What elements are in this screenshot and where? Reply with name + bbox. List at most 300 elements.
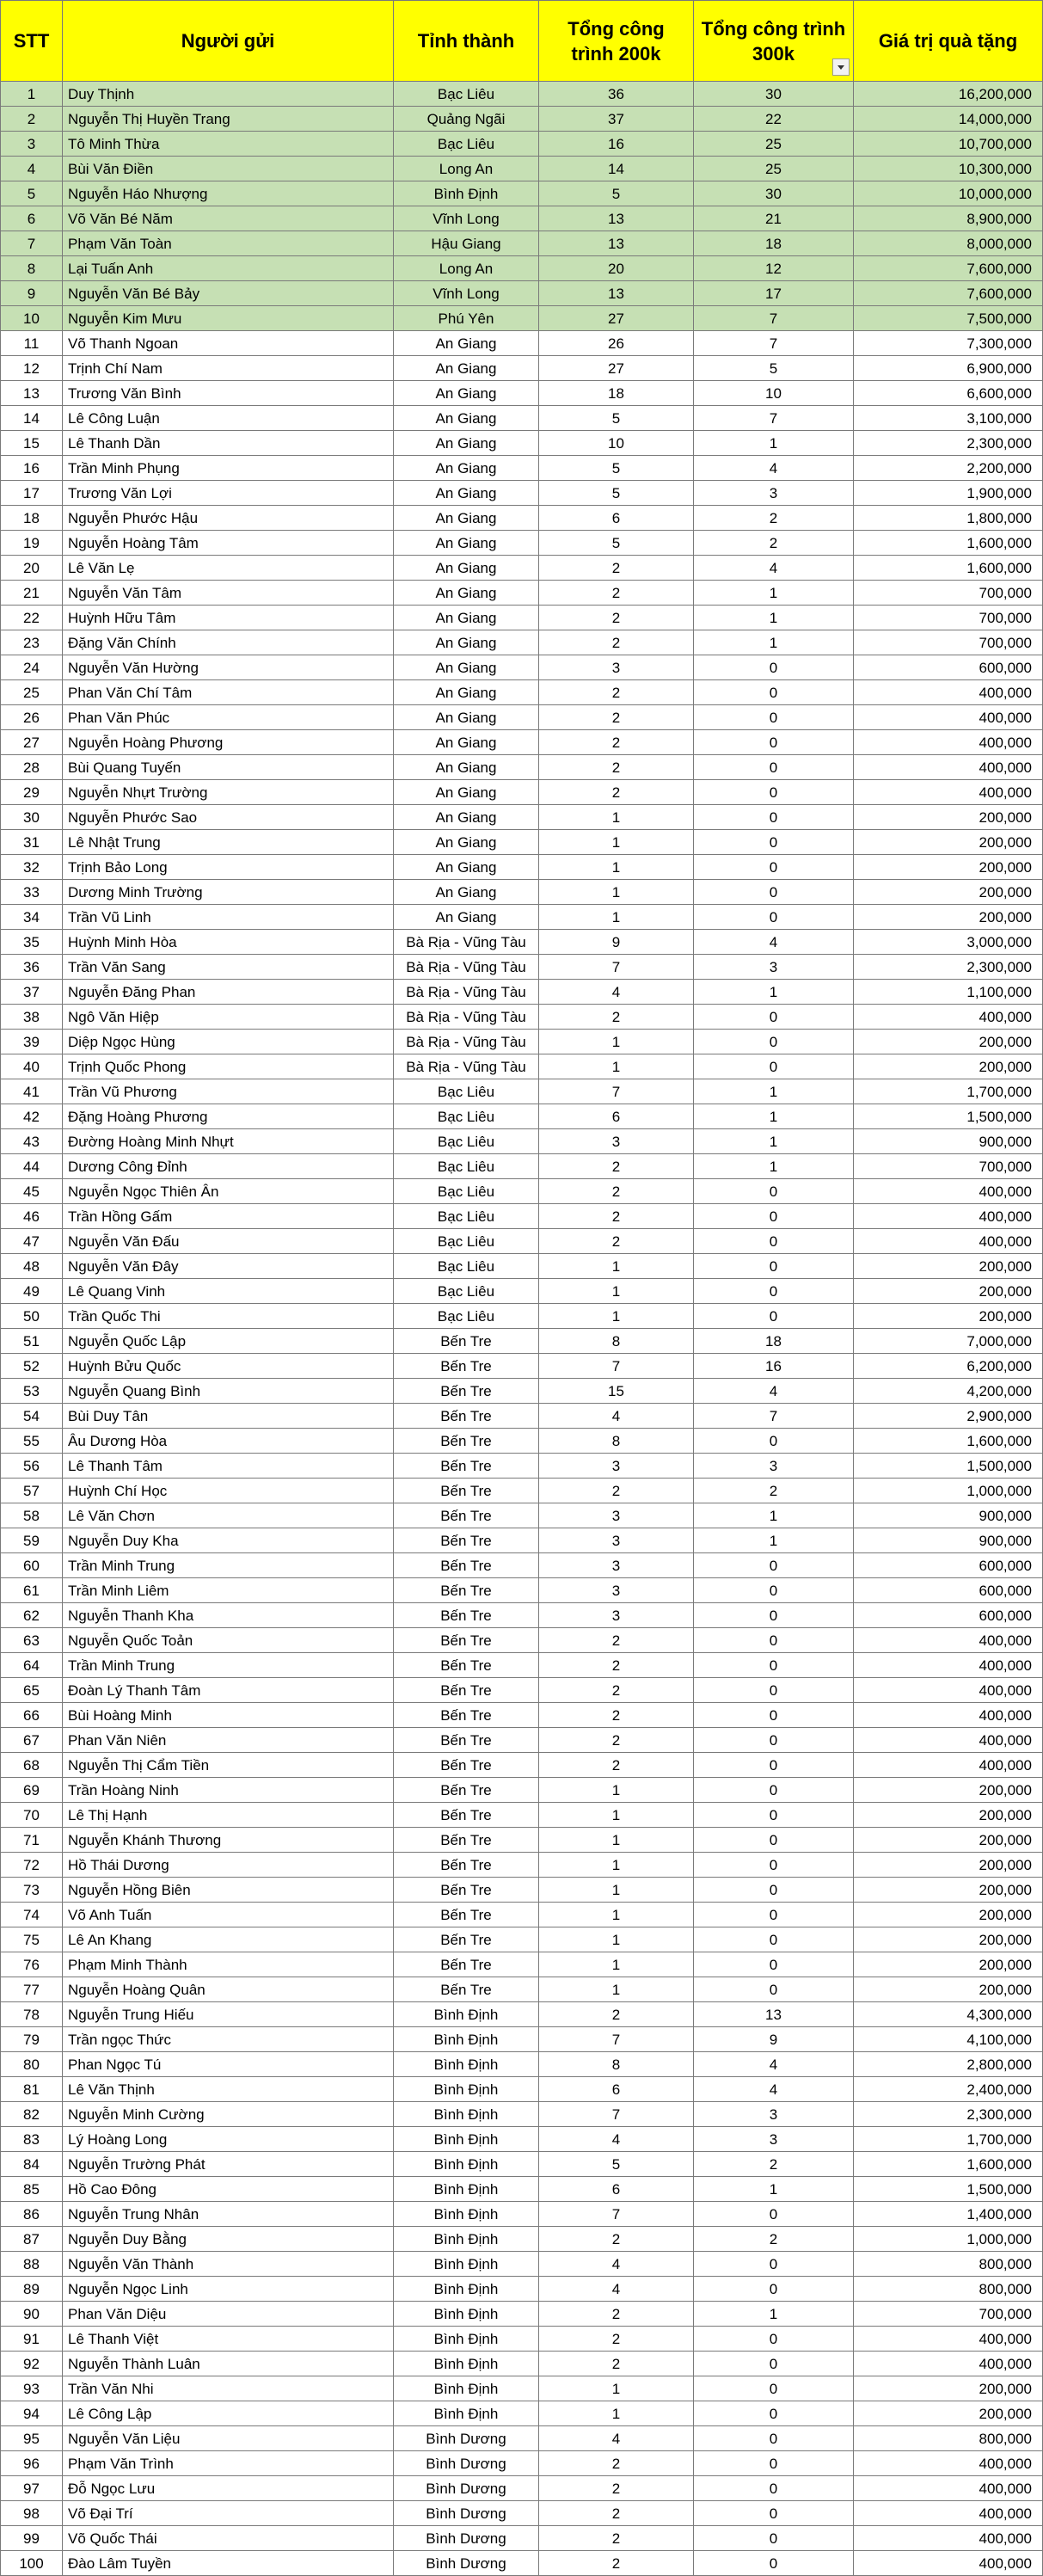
cell-total-300k[interactable]: 0 <box>694 1279 854 1304</box>
cell-total-200k[interactable]: 5 <box>539 481 694 506</box>
cell-total-200k[interactable]: 4 <box>539 2127 694 2152</box>
cell-total-300k[interactable]: 30 <box>694 82 854 107</box>
cell-total-200k[interactable]: 2 <box>539 2476 694 2501</box>
cell-gift-value[interactable]: 900,000 <box>854 1503 1043 1528</box>
cell-total-300k[interactable]: 25 <box>694 132 854 157</box>
cell-sender[interactable]: Trần Minh Liêm <box>63 1578 394 1603</box>
cell-sender[interactable]: Trịnh Quốc Phong <box>63 1054 394 1079</box>
cell-stt[interactable]: 48 <box>1 1254 63 1279</box>
cell-province[interactable]: Bạc Liêu <box>394 1229 539 1254</box>
cell-stt[interactable]: 14 <box>1 406 63 431</box>
cell-sender[interactable]: Bùi Hoàng Minh <box>63 1703 394 1728</box>
cell-gift-value[interactable]: 2,300,000 <box>854 431 1043 456</box>
cell-sender[interactable]: Lê Văn Lẹ <box>63 556 394 581</box>
cell-province[interactable]: Bình Định <box>394 181 539 206</box>
cell-stt[interactable]: 77 <box>1 1977 63 2002</box>
cell-stt[interactable]: 46 <box>1 1204 63 1229</box>
cell-total-200k[interactable]: 1 <box>539 1878 694 1903</box>
cell-province[interactable]: Bến Tre <box>394 1952 539 1977</box>
cell-province[interactable]: Bình Dương <box>394 2551 539 2576</box>
cell-sender[interactable]: Phan Văn Chí Tâm <box>63 680 394 705</box>
cell-total-300k[interactable]: 7 <box>694 331 854 356</box>
cell-province[interactable]: Vĩnh Long <box>394 281 539 306</box>
header-total-200k[interactable]: Tổng công trình 200k <box>539 1 694 82</box>
cell-gift-value[interactable]: 200,000 <box>854 805 1043 830</box>
cell-gift-value[interactable]: 1,500,000 <box>854 1104 1043 1129</box>
cell-stt[interactable]: 94 <box>1 2401 63 2426</box>
cell-sender[interactable]: Bùi Duy Tân <box>63 1404 394 1429</box>
cell-total-300k[interactable]: 0 <box>694 730 854 755</box>
cell-total-300k[interactable]: 2 <box>694 506 854 531</box>
cell-sender[interactable]: Nguyễn Văn Hường <box>63 655 394 680</box>
cell-province[interactable]: An Giang <box>394 481 539 506</box>
cell-stt[interactable]: 39 <box>1 1030 63 1054</box>
cell-total-200k[interactable]: 9 <box>539 930 694 955</box>
cell-gift-value[interactable]: 700,000 <box>854 1154 1043 1179</box>
cell-total-300k[interactable]: 1 <box>694 1129 854 1154</box>
cell-gift-value[interactable]: 10,300,000 <box>854 157 1043 181</box>
cell-gift-value[interactable]: 200,000 <box>854 830 1043 855</box>
cell-total-200k[interactable]: 13 <box>539 281 694 306</box>
cell-total-300k[interactable]: 1 <box>694 630 854 655</box>
cell-total-200k[interactable]: 16 <box>539 132 694 157</box>
cell-stt[interactable]: 2 <box>1 107 63 132</box>
cell-sender[interactable]: Lê Thị Hạnh <box>63 1803 394 1828</box>
cell-province[interactable]: Bến Tre <box>394 1379 539 1404</box>
cell-total-300k[interactable]: 0 <box>694 1828 854 1853</box>
cell-province[interactable]: Bà Rịa - Vũng Tàu <box>394 1005 539 1030</box>
cell-total-200k[interactable]: 20 <box>539 256 694 281</box>
cell-total-300k[interactable]: 3 <box>694 481 854 506</box>
cell-province[interactable]: Bến Tre <box>394 1678 539 1703</box>
cell-total-300k[interactable]: 0 <box>694 1952 854 1977</box>
cell-total-200k[interactable]: 7 <box>539 955 694 980</box>
cell-total-200k[interactable]: 2 <box>539 2352 694 2376</box>
cell-stt[interactable]: 19 <box>1 531 63 556</box>
cell-stt[interactable]: 76 <box>1 1952 63 1977</box>
cell-total-200k[interactable]: 15 <box>539 1379 694 1404</box>
cell-sender[interactable]: Phạm Văn Trình <box>63 2451 394 2476</box>
cell-total-200k[interactable]: 2 <box>539 2302 694 2327</box>
cell-province[interactable]: Bà Rịa - Vũng Tàu <box>394 955 539 980</box>
cell-sender[interactable]: Trần Quốc Thi <box>63 1304 394 1329</box>
cell-total-200k[interactable]: 27 <box>539 356 694 381</box>
cell-stt[interactable]: 67 <box>1 1728 63 1753</box>
cell-sender[interactable]: Nguyễn Phước Hậu <box>63 506 394 531</box>
cell-gift-value[interactable]: 400,000 <box>854 2476 1043 2501</box>
cell-stt[interactable]: 50 <box>1 1304 63 1329</box>
cell-total-300k[interactable]: 4 <box>694 2077 854 2102</box>
cell-province[interactable]: An Giang <box>394 705 539 730</box>
cell-province[interactable]: Bình Định <box>394 2127 539 2152</box>
cell-total-200k[interactable]: 1 <box>539 1803 694 1828</box>
cell-province[interactable]: An Giang <box>394 431 539 456</box>
cell-gift-value[interactable]: 200,000 <box>854 1878 1043 1903</box>
cell-province[interactable]: Bạc Liêu <box>394 132 539 157</box>
cell-sender[interactable]: Tô Minh Thừa <box>63 132 394 157</box>
cell-sender[interactable]: Trần Vũ Phương <box>63 1079 394 1104</box>
cell-total-300k[interactable]: 1 <box>694 606 854 630</box>
cell-total-200k[interactable]: 2 <box>539 1703 694 1728</box>
cell-gift-value[interactable]: 700,000 <box>854 630 1043 655</box>
cell-stt[interactable]: 63 <box>1 1628 63 1653</box>
cell-gift-value[interactable]: 600,000 <box>854 655 1043 680</box>
cell-province[interactable]: Bình Định <box>394 2027 539 2052</box>
cell-gift-value[interactable]: 400,000 <box>854 730 1043 755</box>
cell-total-200k[interactable]: 3 <box>539 1503 694 1528</box>
cell-total-300k[interactable]: 0 <box>694 1030 854 1054</box>
cell-total-300k[interactable]: 0 <box>694 855 854 880</box>
cell-sender[interactable]: Nguyễn Háo Nhượng <box>63 181 394 206</box>
cell-sender[interactable]: Nguyễn Văn Đây <box>63 1254 394 1279</box>
cell-sender[interactable]: Duy Thịnh <box>63 82 394 107</box>
cell-province[interactable]: Long An <box>394 157 539 181</box>
cell-stt[interactable]: 23 <box>1 630 63 655</box>
cell-sender[interactable]: Nguyễn Minh Cường <box>63 2102 394 2127</box>
cell-gift-value[interactable]: 10,000,000 <box>854 181 1043 206</box>
cell-stt[interactable]: 28 <box>1 755 63 780</box>
cell-gift-value[interactable]: 200,000 <box>854 1030 1043 1054</box>
cell-sender[interactable]: Nguyễn Quốc Lập <box>63 1329 394 1354</box>
cell-province[interactable]: Bến Tre <box>394 1503 539 1528</box>
cell-stt[interactable]: 21 <box>1 581 63 606</box>
cell-stt[interactable]: 42 <box>1 1104 63 1129</box>
cell-total-200k[interactable]: 8 <box>539 2052 694 2077</box>
cell-sender[interactable]: Lê Văn Chơn <box>63 1503 394 1528</box>
cell-sender[interactable]: Trần Minh Trung <box>63 1653 394 1678</box>
cell-province[interactable]: An Giang <box>394 880 539 905</box>
cell-total-200k[interactable]: 10 <box>539 431 694 456</box>
cell-stt[interactable]: 51 <box>1 1329 63 1354</box>
cell-total-200k[interactable]: 2 <box>539 2002 694 2027</box>
cell-stt[interactable]: 89 <box>1 2277 63 2302</box>
cell-total-300k[interactable]: 0 <box>694 1927 854 1952</box>
cell-province[interactable]: Bình Định <box>394 2077 539 2102</box>
cell-sender[interactable]: Nguyễn Duy Bằng <box>63 2227 394 2252</box>
cell-province[interactable]: Bến Tre <box>394 1479 539 1503</box>
cell-stt[interactable]: 68 <box>1 1753 63 1778</box>
cell-gift-value[interactable]: 1,500,000 <box>854 1454 1043 1479</box>
cell-total-300k[interactable]: 0 <box>694 1229 854 1254</box>
cell-stt[interactable]: 91 <box>1 2327 63 2352</box>
cell-total-200k[interactable]: 3 <box>539 1528 694 1553</box>
cell-gift-value[interactable]: 2,900,000 <box>854 1404 1043 1429</box>
cell-province[interactable]: Bình Dương <box>394 2426 539 2451</box>
cell-total-300k[interactable]: 1 <box>694 1104 854 1129</box>
cell-gift-value[interactable]: 400,000 <box>854 2501 1043 2526</box>
cell-total-300k[interactable]: 0 <box>694 1578 854 1603</box>
cell-sender[interactable]: Đặng Văn Chính <box>63 630 394 655</box>
cell-sender[interactable]: Nguyễn Khánh Thương <box>63 1828 394 1853</box>
cell-total-300k[interactable]: 0 <box>694 2202 854 2227</box>
cell-province[interactable]: Bà Rịa - Vũng Tàu <box>394 1054 539 1079</box>
cell-stt[interactable]: 62 <box>1 1603 63 1628</box>
cell-stt[interactable]: 84 <box>1 2152 63 2177</box>
cell-total-300k[interactable]: 0 <box>694 1179 854 1204</box>
cell-total-300k[interactable]: 1 <box>694 2177 854 2202</box>
cell-total-200k[interactable]: 7 <box>539 2027 694 2052</box>
cell-gift-value[interactable]: 700,000 <box>854 2302 1043 2327</box>
cell-gift-value[interactable]: 2,300,000 <box>854 955 1043 980</box>
cell-total-300k[interactable]: 0 <box>694 2327 854 2352</box>
cell-sender[interactable]: Nguyễn Hoàng Phương <box>63 730 394 755</box>
header-stt[interactable]: STT <box>1 1 63 82</box>
cell-total-200k[interactable]: 2 <box>539 1628 694 1653</box>
cell-province[interactable]: Bến Tre <box>394 1454 539 1479</box>
cell-gift-value[interactable]: 200,000 <box>854 1903 1043 1927</box>
cell-province[interactable]: Bà Rịa - Vũng Tàu <box>394 930 539 955</box>
cell-total-300k[interactable]: 30 <box>694 181 854 206</box>
cell-province[interactable]: Bình Định <box>394 2102 539 2127</box>
cell-stt[interactable]: 33 <box>1 880 63 905</box>
cell-province[interactable]: Bạc Liêu <box>394 1079 539 1104</box>
cell-province[interactable]: An Giang <box>394 506 539 531</box>
cell-sender[interactable]: Nguyễn Văn Thành <box>63 2252 394 2277</box>
cell-province[interactable]: Bình Dương <box>394 2526 539 2551</box>
cell-province[interactable]: An Giang <box>394 905 539 930</box>
cell-stt[interactable]: 40 <box>1 1054 63 1079</box>
cell-gift-value[interactable]: 3,000,000 <box>854 930 1043 955</box>
cell-total-300k[interactable]: 0 <box>694 1204 854 1229</box>
cell-total-300k[interactable]: 4 <box>694 456 854 481</box>
cell-province[interactable]: Bạc Liêu <box>394 1154 539 1179</box>
cell-total-200k[interactable]: 5 <box>539 2152 694 2177</box>
cell-stt[interactable]: 15 <box>1 431 63 456</box>
cell-province[interactable]: Vĩnh Long <box>394 206 539 231</box>
cell-stt[interactable]: 58 <box>1 1503 63 1528</box>
cell-sender[interactable]: Nguyễn Ngọc Thiên Ân <box>63 1179 394 1204</box>
header-total-300k[interactable] <box>694 1 854 82</box>
cell-gift-value[interactable]: 800,000 <box>854 2426 1043 2451</box>
cell-total-300k[interactable]: 0 <box>694 1753 854 1778</box>
cell-total-200k[interactable]: 1 <box>539 1952 694 1977</box>
cell-total-200k[interactable]: 2 <box>539 1728 694 1753</box>
cell-stt[interactable]: 26 <box>1 705 63 730</box>
cell-sender[interactable]: Lê Thanh Dần <box>63 431 394 456</box>
cell-total-300k[interactable]: 13 <box>694 2002 854 2027</box>
cell-sender[interactable]: Huỳnh Bửu Quốc <box>63 1354 394 1379</box>
cell-province[interactable]: Bạc Liêu <box>394 1279 539 1304</box>
cell-sender[interactable]: Trương Văn Bình <box>63 381 394 406</box>
cell-total-300k[interactable]: 0 <box>694 2501 854 2526</box>
cell-total-200k[interactable]: 1 <box>539 2376 694 2401</box>
cell-stt[interactable]: 10 <box>1 306 63 331</box>
cell-province[interactable]: Bình Định <box>394 2376 539 2401</box>
cell-sender[interactable]: Dương Minh Trường <box>63 880 394 905</box>
cell-stt[interactable]: 17 <box>1 481 63 506</box>
cell-gift-value[interactable]: 1,500,000 <box>854 2177 1043 2202</box>
cell-total-200k[interactable]: 2 <box>539 2501 694 2526</box>
cell-total-200k[interactable]: 4 <box>539 2277 694 2302</box>
cell-gift-value[interactable]: 4,100,000 <box>854 2027 1043 2052</box>
cell-sender[interactable]: Trần Minh Phụng <box>63 456 394 481</box>
cell-total-300k[interactable]: 7 <box>694 306 854 331</box>
cell-province[interactable]: An Giang <box>394 780 539 805</box>
cell-gift-value[interactable]: 200,000 <box>854 1304 1043 1329</box>
cell-total-200k[interactable]: 14 <box>539 157 694 181</box>
cell-gift-value[interactable]: 7,000,000 <box>854 1329 1043 1354</box>
cell-gift-value[interactable]: 1,600,000 <box>854 1429 1043 1454</box>
cell-gift-value[interactable]: 1,100,000 <box>854 980 1043 1005</box>
cell-total-200k[interactable]: 2 <box>539 1179 694 1204</box>
cell-gift-value[interactable]: 200,000 <box>854 1853 1043 1878</box>
cell-total-200k[interactable]: 6 <box>539 506 694 531</box>
cell-sender[interactable]: Đường Hoàng Minh Nhựt <box>63 1129 394 1154</box>
cell-province[interactable]: An Giang <box>394 556 539 581</box>
cell-total-200k[interactable]: 1 <box>539 1828 694 1853</box>
cell-sender[interactable]: Lê Thanh Tâm <box>63 1454 394 1479</box>
cell-total-300k[interactable]: 0 <box>694 1728 854 1753</box>
cell-stt[interactable]: 78 <box>1 2002 63 2027</box>
cell-sender[interactable]: Nguyễn Văn Đấu <box>63 1229 394 1254</box>
cell-sender[interactable]: Lê Văn Thịnh <box>63 2077 394 2102</box>
cell-gift-value[interactable]: 400,000 <box>854 2327 1043 2352</box>
cell-sender[interactable]: Lê Công Lập <box>63 2401 394 2426</box>
cell-stt[interactable]: 49 <box>1 1279 63 1304</box>
cell-total-300k[interactable]: 0 <box>694 1678 854 1703</box>
cell-stt[interactable]: 61 <box>1 1578 63 1603</box>
cell-province[interactable]: Bến Tre <box>394 1354 539 1379</box>
cell-province[interactable]: Bình Định <box>394 2177 539 2202</box>
cell-gift-value[interactable]: 400,000 <box>854 2526 1043 2551</box>
cell-stt[interactable]: 75 <box>1 1927 63 1952</box>
cell-total-300k[interactable]: 2 <box>694 531 854 556</box>
cell-province[interactable]: Bình Định <box>394 2152 539 2177</box>
cell-stt[interactable]: 13 <box>1 381 63 406</box>
cell-gift-value[interactable]: 700,000 <box>854 606 1043 630</box>
cell-province[interactable]: Bến Tre <box>394 1628 539 1653</box>
cell-province[interactable]: Phú Yên <box>394 306 539 331</box>
cell-stt[interactable]: 12 <box>1 356 63 381</box>
cell-province[interactable]: Bến Tre <box>394 1528 539 1553</box>
cell-stt[interactable]: 43 <box>1 1129 63 1154</box>
cell-stt[interactable]: 74 <box>1 1903 63 1927</box>
cell-sender[interactable]: Trương Văn Lợi <box>63 481 394 506</box>
cell-stt[interactable]: 7 <box>1 231 63 256</box>
cell-province[interactable]: Bến Tre <box>394 1977 539 2002</box>
cell-total-300k[interactable]: 4 <box>694 2052 854 2077</box>
cell-province[interactable]: Bến Tre <box>394 1878 539 1903</box>
cell-sender[interactable]: Hồ Thái Dương <box>63 1853 394 1878</box>
cell-total-300k[interactable]: 0 <box>694 2526 854 2551</box>
cell-stt[interactable]: 70 <box>1 1803 63 1828</box>
cell-province[interactable]: An Giang <box>394 830 539 855</box>
cell-gift-value[interactable]: 10,700,000 <box>854 132 1043 157</box>
cell-total-200k[interactable]: 2 <box>539 705 694 730</box>
cell-total-300k[interactable]: 3 <box>694 2102 854 2127</box>
cell-gift-value[interactable]: 400,000 <box>854 1179 1043 1204</box>
cell-total-200k[interactable]: 2 <box>539 1005 694 1030</box>
cell-stt[interactable]: 5 <box>1 181 63 206</box>
cell-stt[interactable]: 54 <box>1 1404 63 1429</box>
cell-gift-value[interactable]: 600,000 <box>854 1603 1043 1628</box>
cell-gift-value[interactable]: 3,100,000 <box>854 406 1043 431</box>
cell-stt[interactable]: 8 <box>1 256 63 281</box>
cell-total-300k[interactable]: 0 <box>694 2451 854 2476</box>
cell-total-200k[interactable]: 8 <box>539 1329 694 1354</box>
cell-total-300k[interactable]: 0 <box>694 2252 854 2277</box>
cell-sender[interactable]: Nguyễn Đăng Phan <box>63 980 394 1005</box>
cell-province[interactable]: An Giang <box>394 680 539 705</box>
cell-stt[interactable]: 80 <box>1 2052 63 2077</box>
cell-gift-value[interactable]: 1,400,000 <box>854 2202 1043 2227</box>
cell-total-200k[interactable]: 4 <box>539 980 694 1005</box>
cell-province[interactable]: An Giang <box>394 606 539 630</box>
cell-total-200k[interactable]: 1 <box>539 1279 694 1304</box>
cell-sender[interactable]: Trịnh Chí Nam <box>63 356 394 381</box>
cell-total-300k[interactable]: 0 <box>694 780 854 805</box>
filter-dropdown-button[interactable] <box>832 58 850 76</box>
cell-total-300k[interactable]: 0 <box>694 2352 854 2376</box>
cell-gift-value[interactable]: 400,000 <box>854 2352 1043 2376</box>
cell-province[interactable]: Bình Định <box>394 2352 539 2376</box>
cell-total-300k[interactable]: 16 <box>694 1354 854 1379</box>
cell-stt[interactable]: 27 <box>1 730 63 755</box>
cell-total-200k[interactable]: 2 <box>539 630 694 655</box>
cell-province[interactable]: Bến Tre <box>394 1404 539 1429</box>
cell-sender[interactable]: Nguyễn Ngọc Linh <box>63 2277 394 2302</box>
cell-gift-value[interactable]: 7,600,000 <box>854 281 1043 306</box>
cell-sender[interactable]: Võ Anh Tuấn <box>63 1903 394 1927</box>
cell-gift-value[interactable]: 8,900,000 <box>854 206 1043 231</box>
cell-gift-value[interactable]: 7,500,000 <box>854 306 1043 331</box>
cell-province[interactable]: Bạc Liêu <box>394 1129 539 1154</box>
cell-stt[interactable]: 66 <box>1 1703 63 1728</box>
cell-stt[interactable]: 98 <box>1 2501 63 2526</box>
cell-stt[interactable]: 47 <box>1 1229 63 1254</box>
cell-sender[interactable]: Trần Vũ Linh <box>63 905 394 930</box>
cell-stt[interactable]: 97 <box>1 2476 63 2501</box>
cell-stt[interactable]: 81 <box>1 2077 63 2102</box>
cell-sender[interactable]: Nguyễn Văn Tâm <box>63 581 394 606</box>
cell-sender[interactable]: Trần Văn Sang <box>63 955 394 980</box>
cell-gift-value[interactable]: 2,200,000 <box>854 456 1043 481</box>
cell-stt[interactable]: 22 <box>1 606 63 630</box>
header-province[interactable]: Tỉnh thành <box>394 1 539 82</box>
cell-stt[interactable]: 31 <box>1 830 63 855</box>
cell-stt[interactable]: 34 <box>1 905 63 930</box>
cell-total-300k[interactable]: 1 <box>694 1528 854 1553</box>
cell-total-200k[interactable]: 4 <box>539 2252 694 2277</box>
cell-province[interactable]: Bạc Liêu <box>394 1304 539 1329</box>
cell-total-200k[interactable]: 5 <box>539 456 694 481</box>
cell-total-200k[interactable]: 3 <box>539 1129 694 1154</box>
cell-province[interactable]: Bình Định <box>394 2401 539 2426</box>
cell-stt[interactable]: 87 <box>1 2227 63 2252</box>
cell-sender[interactable]: Trần Hoàng Ninh <box>63 1778 394 1803</box>
cell-total-300k[interactable]: 2 <box>694 2152 854 2177</box>
cell-total-200k[interactable]: 2 <box>539 730 694 755</box>
cell-total-200k[interactable]: 1 <box>539 1927 694 1952</box>
cell-gift-value[interactable]: 1,600,000 <box>854 531 1043 556</box>
cell-total-200k[interactable]: 5 <box>539 531 694 556</box>
cell-stt[interactable]: 92 <box>1 2352 63 2376</box>
cell-sender[interactable]: Hồ Cao Đông <box>63 2177 394 2202</box>
cell-total-300k[interactable]: 0 <box>694 1803 854 1828</box>
cell-stt[interactable]: 60 <box>1 1553 63 1578</box>
cell-total-200k[interactable]: 1 <box>539 2401 694 2426</box>
cell-total-200k[interactable]: 1 <box>539 1778 694 1803</box>
cell-stt[interactable]: 3 <box>1 132 63 157</box>
cell-province[interactable]: Bình Dương <box>394 2501 539 2526</box>
cell-sender[interactable]: Phan Văn Diệu <box>63 2302 394 2327</box>
cell-province[interactable]: Bình Định <box>394 2202 539 2227</box>
cell-sender[interactable]: Nguyễn Hồng Biên <box>63 1878 394 1903</box>
cell-gift-value[interactable]: 8,000,000 <box>854 231 1043 256</box>
cell-gift-value[interactable]: 7,600,000 <box>854 256 1043 281</box>
cell-stt[interactable]: 36 <box>1 955 63 980</box>
cell-gift-value[interactable]: 400,000 <box>854 680 1043 705</box>
